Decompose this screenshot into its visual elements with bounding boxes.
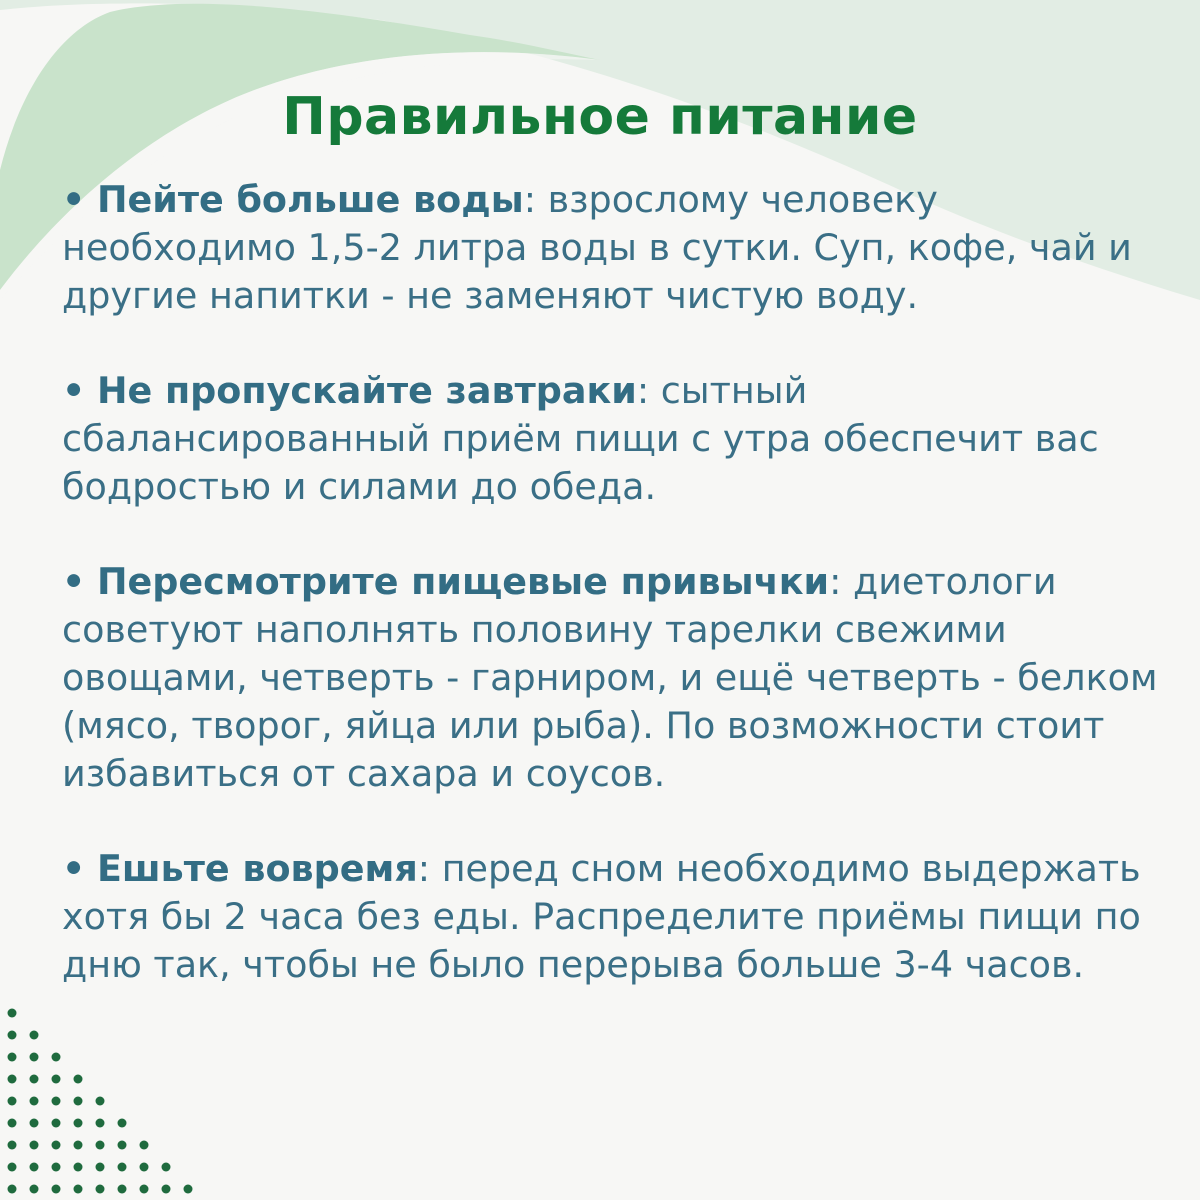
tip-text: сытный сбалансированный приём пищи с утра обеспечит вас бодростью и силами до обеда. [62,369,1099,508]
tip-text: диетологи советуют наполнять половину тарелки свежими овощами, четверть - гарниром, и ещё четверть - белком (мясо, творог, яйца или рыба). По возможности стоит избавиться от сахара и соусов. [62,560,1158,795]
tip-bullet: • [62,560,86,603]
tip-bullet: • [62,369,86,412]
tip-heading: Не пропускайте завтраки [96,369,637,412]
tip-separator: : [523,178,537,221]
tip-heading: Пейте больше воды [96,178,524,221]
tip-text: перед сном необходимо выдержать хотя бы 2 часа без еды. Распределите приёмы пищи по дню так, чтобы не было перерыва больше 3-4 часов. [62,847,1141,986]
tip-heading: Ешьте вовремя [96,847,418,890]
tip-eating-habits [62,558,1172,798]
tip-text: взрослому человеку необходимо 1,5-2 литра воды в сутки. Суп, кофе, чай и другие напитки - не заменяют чистую воду. [62,178,1132,317]
tips-list [62,176,1172,1036]
tip-drink-water [62,176,1172,320]
tip-heading: Пересмотрите пищевые привычки [96,560,830,603]
tip-separator: : [417,847,431,890]
tip-separator: : [829,560,842,603]
tip-eat-on-time [62,845,1172,989]
tip-breakfast [62,367,1172,511]
page-title: Правильное питание [282,86,918,147]
tip-separator: : [636,369,650,412]
tip-bullet: • [62,178,86,221]
tip-bullet: • [62,847,86,890]
